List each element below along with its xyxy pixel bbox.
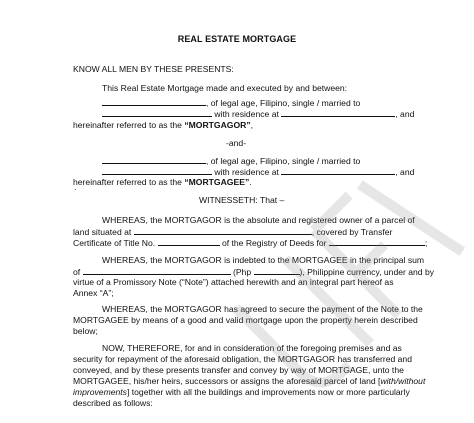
p3-line1: WHEREAS, the MORTGAGOR has agreed to secure the payment of the Note to the: [102, 304, 423, 314]
p2-line2: of (Php ), Philippine currency, under and by: [73, 267, 435, 277]
witnesseth-line: WITNESSETH: That –: [199, 195, 285, 205]
party2-spouse-blank[interactable]: [102, 166, 212, 175]
party1-address-blank[interactable]: [281, 108, 395, 117]
party2-referred-line: hereinafter referred to as the “MORTGAGEE”.: [73, 177, 252, 187]
document-title: REAL ESTATE MORTGAGE: [177, 34, 297, 44]
and-separator: -and-: [226, 138, 247, 148]
party1-referred-line: hereinafter referred to as the “MORTGAGOR”,: [73, 120, 254, 130]
party1-spouse-blank[interactable]: [102, 108, 212, 117]
watermark-graphic: [205, 150, 465, 410]
mortgagor-role: “MORTGAGOR”: [184, 120, 251, 130]
party2-residence-line: with residence at , and: [102, 166, 414, 178]
p3-line3: below;: [73, 326, 98, 336]
p4-line3: conveyed, and by these presents transfer and convey by way of MORTGAGE, unto the: [73, 365, 404, 375]
made-by-line: This Real Estate Mortgage made and executed by and between:: [102, 83, 348, 93]
p3-line2: MORTGAGEE by means of a good and valid mortgage upon the property herein described: [73, 315, 418, 325]
p4-line5: improvements] together with all the buildings and improvements now or more particularly: [73, 387, 410, 397]
party1-name-blank[interactable]: [102, 97, 206, 106]
p4-line4: MORTGAGEE, his/her heirs, successors or assigns the aforesaid parcel of land [with/without: [73, 376, 426, 386]
p4-line1: NOW, THEREFORE, for and in consideration of the foregoing premises and as: [102, 343, 402, 353]
p4-line2: security for repayment of the aforesaid obligation, the MORTGAGOR has transferred and: [73, 354, 412, 364]
p1-line3: Certificate of Title No. of the Registry of Deeds for ;: [73, 238, 428, 248]
p1-line2: land situated at , covered by Transfer: [73, 227, 393, 237]
intro-line: KNOW ALL MEN BY THESE PRESENTS:: [73, 64, 234, 74]
p2-line4: Annex “A”;: [73, 288, 114, 298]
party1-residence-line: with residence at , and: [102, 108, 414, 120]
p4-line6: described as follows:: [73, 398, 153, 408]
p1-line1: WHEREAS, the MORTGAGOR is the absolute and registered owner of a parcel of: [102, 215, 415, 225]
p2-line1: WHEREAS, the MORTGAGOR is indebted to the MORTGAGEE in the principal sum: [102, 255, 425, 265]
party2-name-blank[interactable]: [102, 155, 206, 164]
stray-dot: ·: [74, 185, 77, 194]
p2-line3: virtue of a Promissory Note (“Note”) attached herewith and an integral part hereof as: [73, 277, 394, 287]
mortgagee-role: “MORTGAGEE”: [184, 177, 250, 187]
party1-age-line: , of legal age, Filipino, single / married to: [102, 97, 360, 109]
party2-age-line: , of legal age, Filipino, single / married to: [102, 155, 360, 167]
